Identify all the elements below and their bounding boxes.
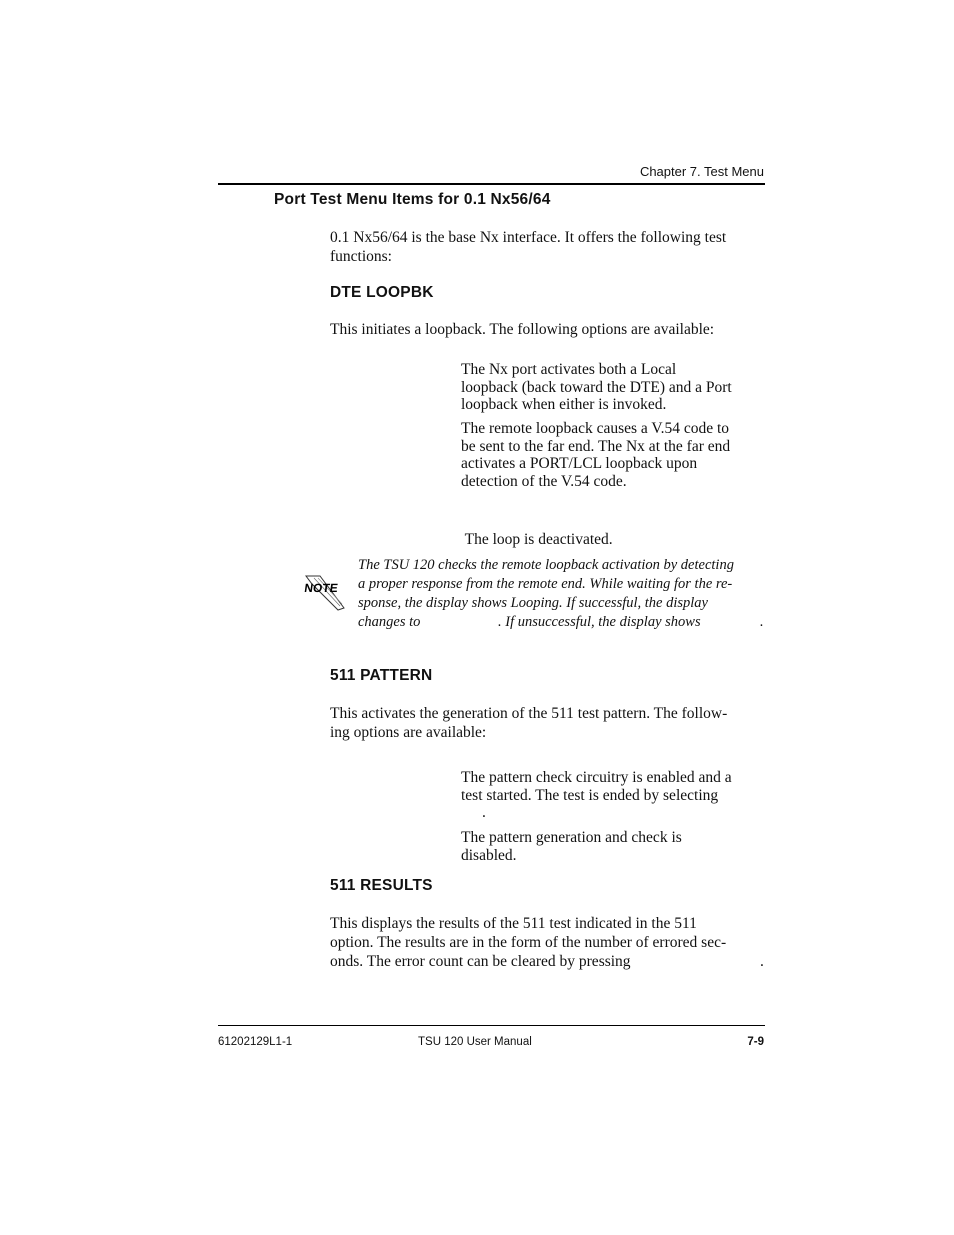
doc-number: 61202129L1-1 xyxy=(218,1036,293,1048)
intro-paragraph xyxy=(330,228,770,266)
option-line: . xyxy=(482,804,486,821)
pattern-511-line: ing options are available: xyxy=(330,724,487,741)
pattern-511-text xyxy=(330,704,770,742)
manual-title: TSU 120 User Manual xyxy=(418,1036,532,1048)
intro-line-1: 0.1 Nx56/64 is the base Nx interface. It offers the following test xyxy=(330,229,727,246)
option-line: activates a PORT/LCL loopback upon xyxy=(461,455,698,472)
note-line: sponse, the display shows Looping. If successful, the display xyxy=(358,595,708,611)
running-header: Chapter 7. Test Menu xyxy=(639,164,764,179)
results-511-line xyxy=(330,952,770,971)
footer-rule xyxy=(218,1025,765,1026)
pattern-option-on xyxy=(461,769,761,822)
note-line-part: . xyxy=(760,614,764,630)
note-icon xyxy=(304,570,346,612)
results-511-heading: 511 RESULTS xyxy=(330,877,433,894)
option-line: The pattern check circuitry is enabled and a xyxy=(461,769,732,786)
dte-loopbk-text: This initiates a loopback. The following options are available: xyxy=(330,321,715,338)
note-line xyxy=(358,613,768,632)
note-line-part: changes to xyxy=(358,614,421,630)
option-line: The Nx port activates both a Local xyxy=(461,361,677,378)
note-line: a proper response from the remote end. While waiting for the re- xyxy=(358,576,733,592)
option-line: test started. The test is ended by selecting xyxy=(461,786,719,804)
results-511-line-part: . xyxy=(760,953,764,970)
dte-option-local xyxy=(461,361,761,414)
option-line: The pattern generation and check is xyxy=(461,829,682,846)
pattern-511-line: This activates the generation of the 511 test pattern. The follow- xyxy=(330,705,728,722)
dte-loopbk-heading: DTE LOOPBK xyxy=(330,284,434,301)
results-511-line: option. The results are in the form of the number of errored sec- xyxy=(330,934,727,951)
svg-text:NOTE: NOTE xyxy=(304,581,339,595)
intro-line-2: functions: xyxy=(330,248,392,265)
option-line: disabled. xyxy=(461,846,517,864)
results-511-line: This displays the results of the 511 test indicated in the 511 xyxy=(330,915,697,932)
page-number: 7-9 xyxy=(747,1036,764,1048)
note-text xyxy=(358,556,768,632)
pattern-option-off xyxy=(461,829,761,864)
option-line: The loop is deactivated. xyxy=(461,531,613,548)
note-line: The TSU 120 checks the remote loopback activation by detecting xyxy=(358,557,734,573)
results-511-line-part: onds. The error count can be cleared by pressing xyxy=(330,953,631,970)
option-line: loopback when either is invoked. xyxy=(461,396,667,413)
dte-option-remote xyxy=(461,420,761,490)
option-line: be sent to the far end. The Nx at the far end xyxy=(461,437,731,455)
results-511-text xyxy=(330,914,770,971)
note-line-part: . If unsuccessful, the display shows xyxy=(498,614,701,630)
pattern-511-heading: 511 PATTERN xyxy=(330,667,433,684)
option-line: The remote loopback causes a V.54 code to xyxy=(461,420,730,437)
option-line: detection of the V.54 code. xyxy=(461,472,627,490)
option-line: loopback (back toward the DTE) and a Port xyxy=(461,378,732,396)
section-title: Port Test Menu Items for 0.1 Nx56/64 xyxy=(274,191,551,208)
header-rule xyxy=(218,183,765,185)
